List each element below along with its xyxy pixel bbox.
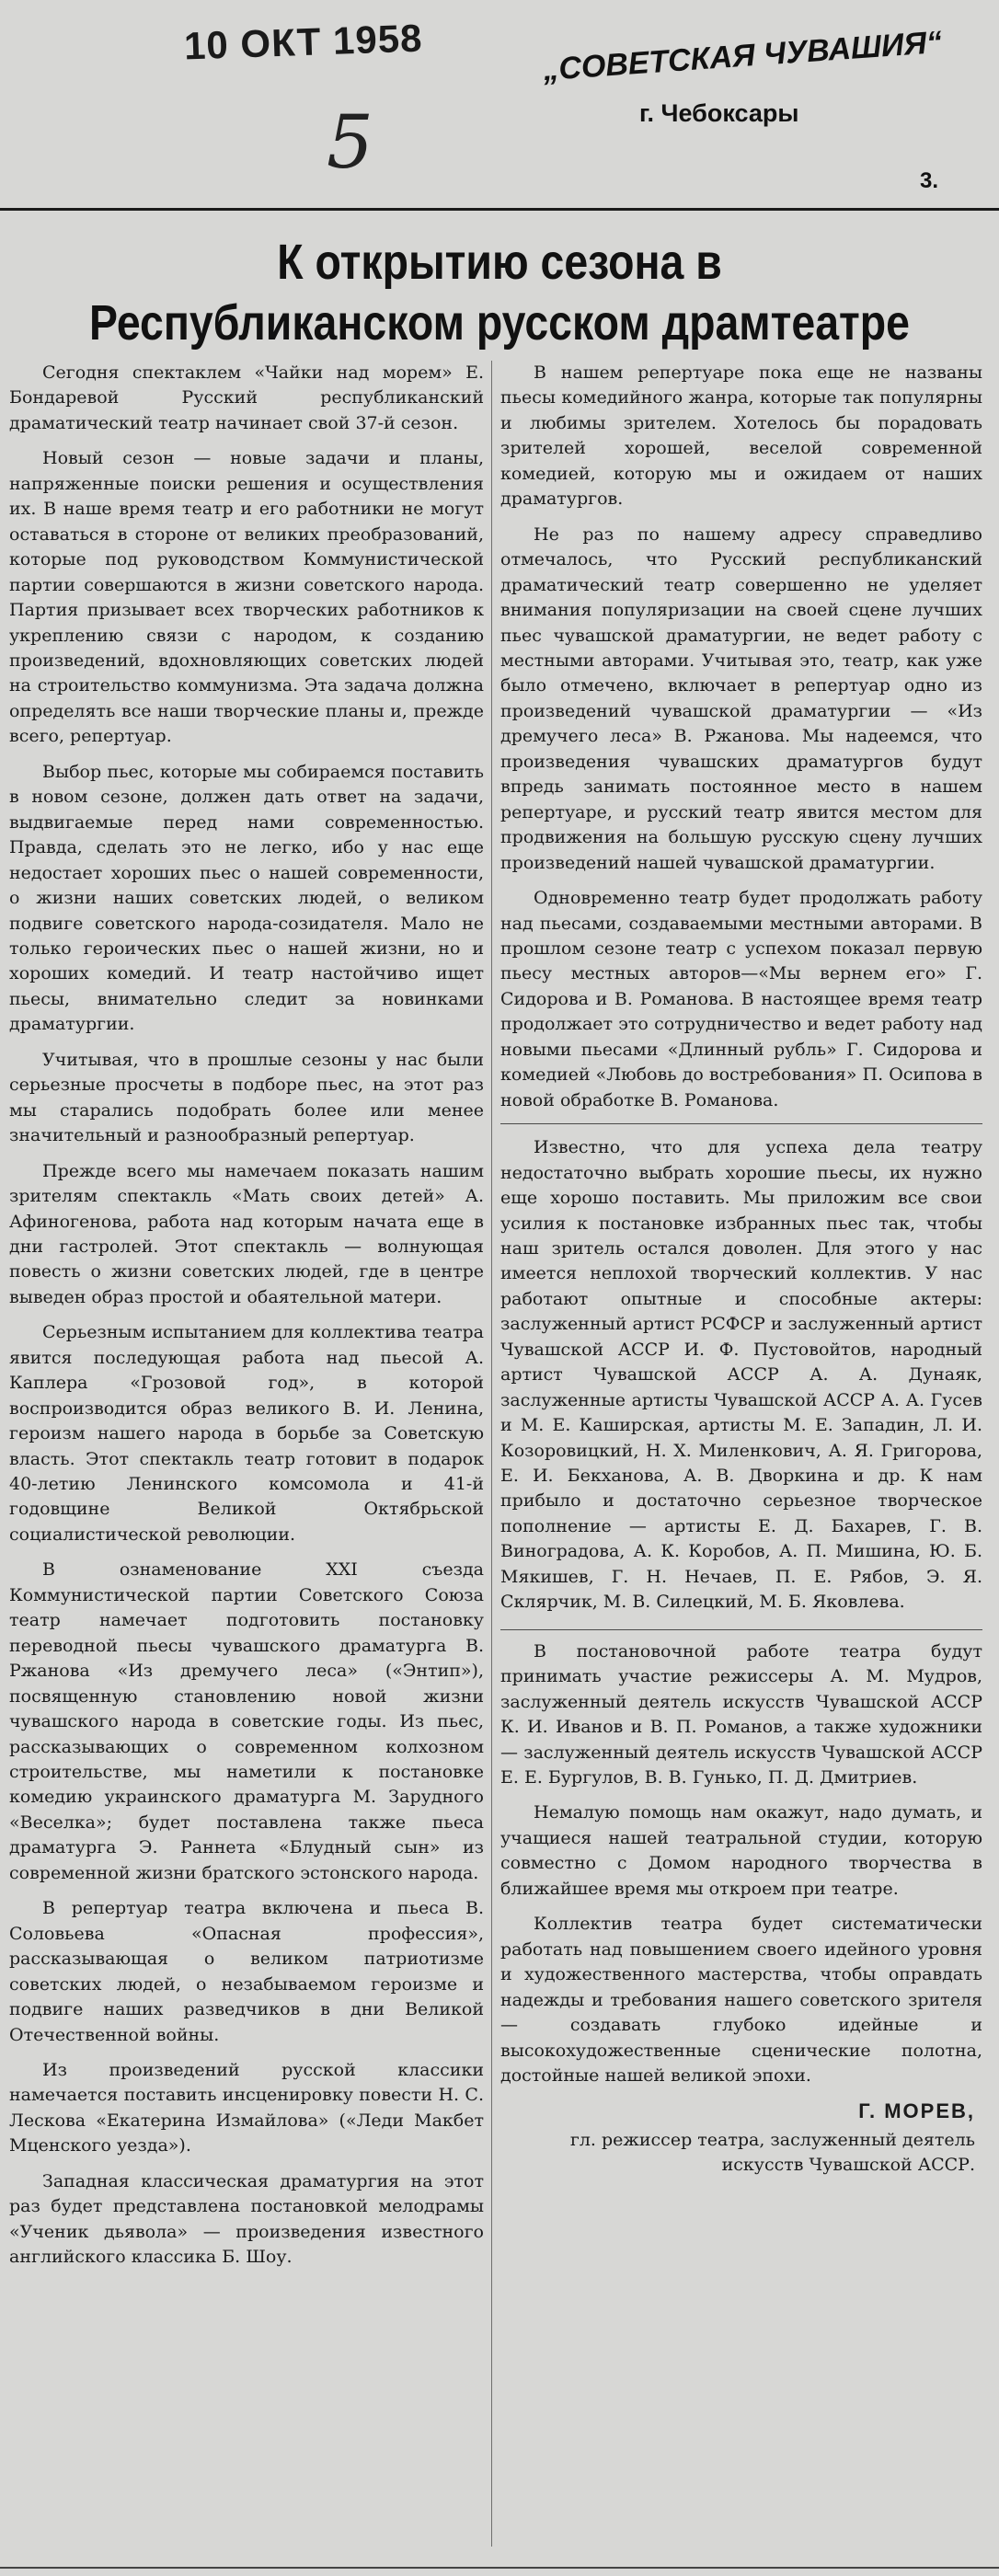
- handwritten-number: 5: [327, 99, 373, 185]
- article-title: К открытию сезона в Республиканском русском драмтеатре: [88, 235, 911, 351]
- paragraph: Выбор пьес, которые мы собираемся поставить в новом сезоне, должен дать ответ на задачи, выдвигаемые перед нами современностью. Правда, сделать это не легко, ибо у нас еще недостает хороших пьес о нашей современности, о жизни наших советских людей, о великом подвиге советского народа-созидателя. Мало не только героических пьес о нашей жизни, но и хороших комедий. И театр настойчиво ищет пьесы, внимательно следит за новинками драматургии.: [9, 761, 484, 1035]
- paragraph: Новый сезон — новые задачи и планы, напряженные поиски решения и осуществления их. В наше время театр и его работники не могут оставаться в стороне от великих преобразований, которые под руководством Коммунистической партии совершаются в жизни советского народа. Партия призывает всех творческих работников к укреплению связи с народом, к созданию произведений, вдохновляющих советских людей на строительство коммунизма. Эта задача должна определять все наши творческие планы и, прежде всего, репертуар.: [9, 448, 484, 747]
- newspaper-name-stamp: „СОВЕТСКАЯ ЧУВАШИЯ“: [542, 24, 944, 88]
- bottom-rule: [0, 2567, 999, 2569]
- paragraph: Прежде всего мы намечаем показать нашим зрителям спектакль «Мать своих детей» А. Афиногенова, работа над которым начата еще в дни гастролей. Этот спектакль — волнующая повесть о жизни советских людей, где в центре выведен образ простой и обаятельной матери.: [9, 1160, 484, 1307]
- paragraph: Серьезным испытанием для коллектива театра явится последующая работа над пьесой А. Каплера «Грозовой год», в которой воспроизводится образ великого В. И. Ленина, героизм нашего народа в борьбе за Советскую власть. Этот спектакль театр готовит в подарок 40-летию Ленинского комсомола и 41-й годовщине Великой Октябрьской социалистической революции.: [9, 1322, 484, 1545]
- page-number: 3.: [920, 168, 939, 193]
- paragraph: Из произведений русской классики намечается поставить инсценировку повести Н. С. Лескова «Екатерина Измайлова» («Леди Макбет Мценского уезда»).: [9, 2060, 484, 2156]
- top-rule: [0, 208, 999, 211]
- paragraph: В ознаменование XXI съезда Коммунистической партии Советского Союза театр намечает подготовить постановку переводной пьесы чувашского драматурга В. Ржанова «Из дремучего леса» («Энтип»), посвященную становлению новой жизни чувашского народа в советские годы. Из пьес, рассказывающих о современном колхозном строительстве, мы наметили к постановке комедию украинского драматурга М. Зарудного «Веселка»; будет поставлена также пьеса драматурга Э. Раннета «Блудный сын» из современной жизни братского эстонского народа.: [9, 1559, 484, 1883]
- paragraph: Одновременно театр будет продолжать работу над пьесами, создаваемыми местными авторами. В прошлом сезоне театр с успехом показал первую пьесу местных авторов—«Мы вернем его» Г. Сидорова и В. Романова. В настоящее время театр продолжает это сотрудничество и ведет работу над новыми пьесами «Длинный рубль» Г. Сидорова и комедией «Любовь до востребования» П. Осипова в новой обработке В. Романова.: [500, 888, 982, 1110]
- paragraph: Коллектив театра будет систематически работать над повышением своего идейного уровня и художественного мастерства, чтобы оправдать надежды и требования нашего советского зрителя — создавать глубоко идейные и высокохудожественные сценические полотна, достойные нашей великой эпохи.: [500, 1914, 982, 2086]
- date-stamp: 10 ОКТ 1958: [183, 16, 424, 68]
- author-name: Г. МОРЕВ,: [858, 2099, 975, 2123]
- author-title: гл. режиссер театра, заслуженный деятель искусств Чувашской АССР.: [569, 2129, 975, 2175]
- article-column-left: [9, 361, 484, 2281]
- paragraph: Не раз по нашему адресу справедливо отмечалось, что Русский республиканский драматический театр совершенно не уделяет внимания популяризации на своей сцене лучших пьес чувашской драматургии, не ведет работу с местными авторами. Учитывая это, театр, как уже было отмечено, включает в репертуар одно из произведений чувашской драматургии — «Из дремучего леса» В. Ржанова. Мы надеемся, что произведения чувашских драматургов будут впредь занимать постоянное место в нашем репертуаре, и русский театр явится местом для продвижения на большую русскую сцену лучших произведений нашей чувашской драматургии.: [500, 523, 982, 873]
- article-column-right: [500, 361, 982, 2178]
- paragraph: Учитывая, что в прошлые сезоны у нас были серьезные просчеты в подборе пьес, на этот раз мы старались подобрать более или менее значительный и разнообразный репертуар.: [9, 1049, 484, 1146]
- paragraph: Западная классическая драматургия на этот раз будет представлена постановкой мелодрамы «Ученик дьявола» — произведения известного английского классика Б. Шоу.: [9, 2170, 484, 2268]
- paragraph: Немалую помощь нам окажут, надо думать, и учащиеся нашей театральной студии, которую совместно с Домом народного творчества в ближайшее время мы откроем при театре.: [500, 1802, 982, 1899]
- paragraph: Известно, что для успеха дела театру недостаточно выбрать хорошие пьесы, их нужно еще хорошо поставить. Мы приложим все свои усилия к постановке избранных пьес так, чтобы наш зритель остался доволен. Для этого у нас имеется неплохой творческий коллектив. У нас работают опытные и способные актеры: заслуженный артист РСФСР и заслуженный артист Чувашской АССР И. Ф. Пустовойтов, народный артист Чувашской АССР А. А. Дунаяк, заслуженные артисты Чувашской АССР А. А. Гусев и М. Е. Каширская, артисты М. Е. Западин, Л. И. Козоровицкий, Н. Х. Миленкович, А. Я. Григорова, Е. И. Бекханова, А. В. Дворкина и др. К нам прибыло и достаточно серьезное творческое пополнение — артисты Е. Д. Бахарев, Г. В. Виноградова, А. К. Коробов, А. П. Мишина, Ю. Б. Мякишев, Г. Н. Нечаев, П. Е. Рябов, Э. Я. Склярчик, М. В. Силецкий, М. Б. Яковлева.: [500, 1137, 982, 1613]
- paragraph: В нашем репертуаре пока еще не названы пьесы комедийного жанра, которые так популярны и любимы зрителем. Хотелось бы порадовать зрителей хорошей, веселой современной комедией, которую мы и ожидаем от наших драматургов.: [500, 362, 982, 510]
- paragraph: Сегодня спектаклем «Чайки над морем» Е. Бондаревой Русский республиканский драматический театр начинает свой 37-й сезон.: [9, 362, 484, 433]
- paragraph: В репертуар театра включена и пьеса В. Соловьева «Опасная профессия», рассказывающая о великом патриотизме советских людей, о незабываемом героизме и подвиге наших разведчиков в дни Великой Отечественной войны.: [9, 1898, 484, 2045]
- newspaper-city: г. Чебоксары: [639, 99, 799, 127]
- paragraph: В постановочной работе театра будут принимать участие режиссеры А. М. Мудров, заслуженный деятель искусств Чувашской АССР К. И. Иванов и В. П. Романов, а также художники — заслуженный деятель искусств Чувашской АССР Е. Е. Бургулов, В. В. Гунько, П. Д. Дмитриев.: [500, 1640, 982, 1788]
- boxed-section: [500, 1123, 982, 1630]
- column-divider: [491, 361, 492, 2547]
